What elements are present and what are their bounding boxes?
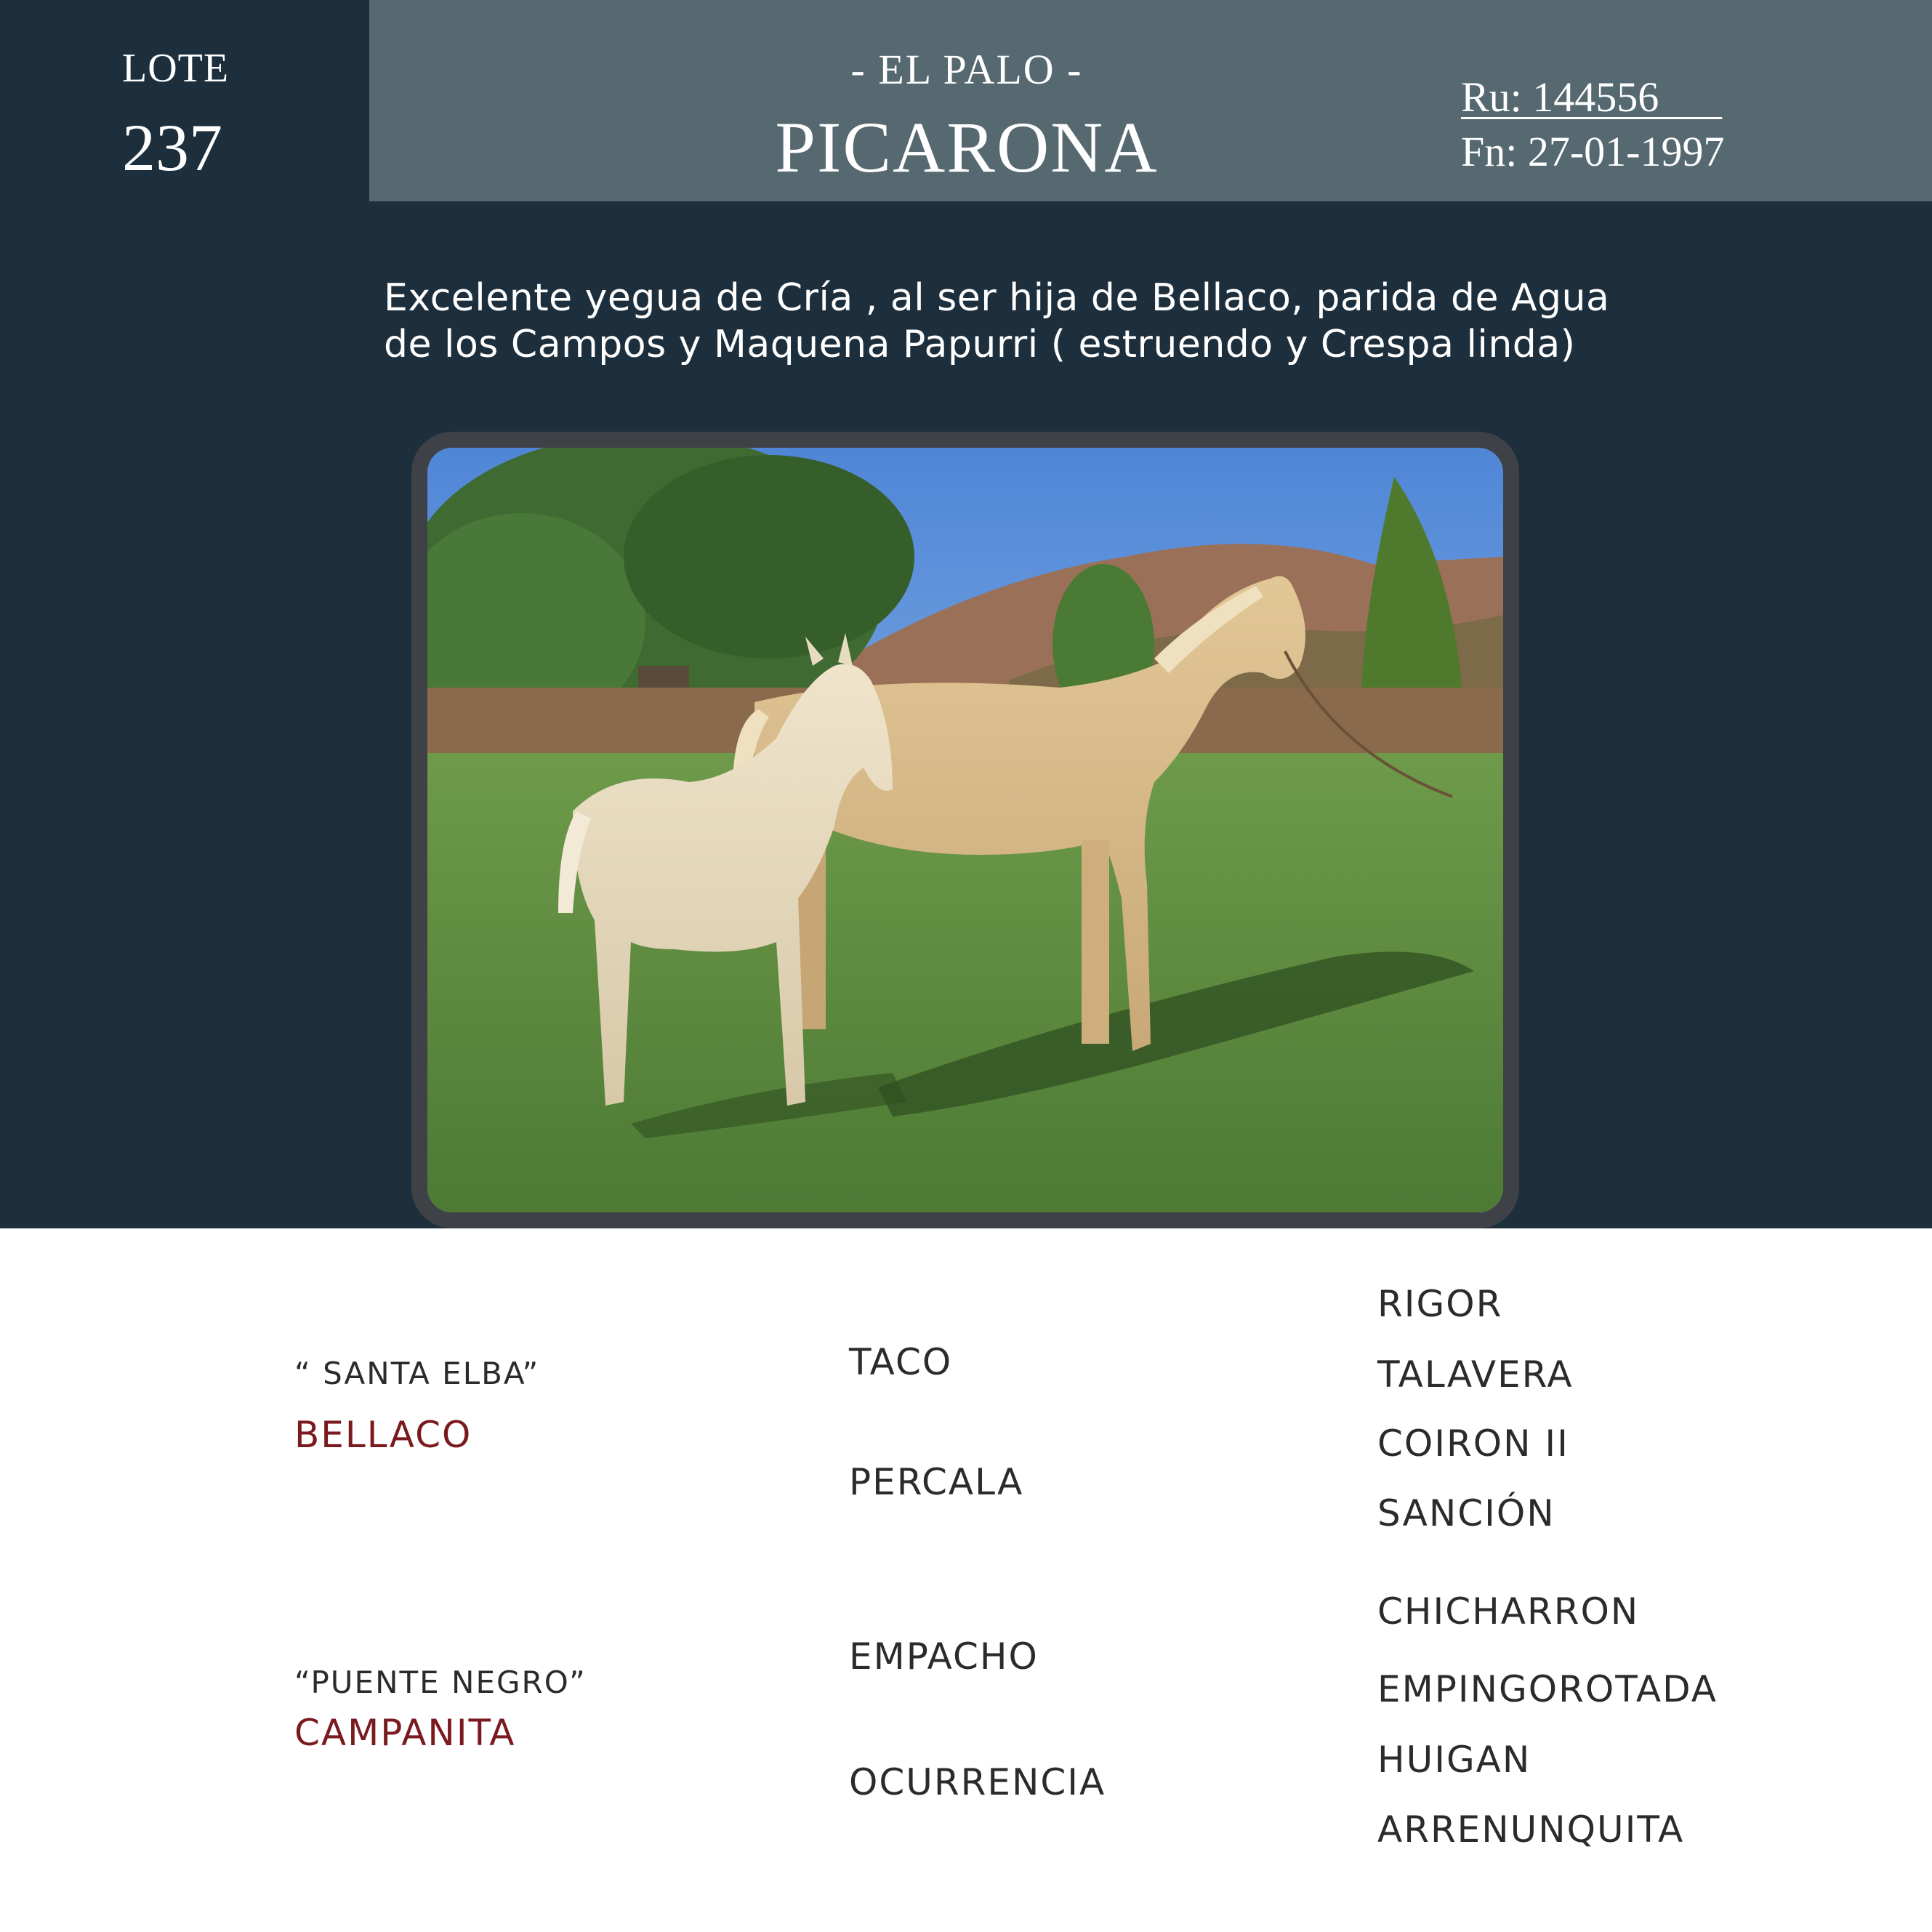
grandparent-dam-sire: EMPACHO [849,1635,1039,1678]
great-grandparent-5: CHICHARRON [1377,1590,1640,1633]
photo-frame [411,432,1519,1228]
great-grandparent-8: ARRENUNQUITA [1377,1808,1685,1851]
lote-label: LOTE [122,46,230,91]
grandparent-dam-dam: OCURRENCIA [849,1761,1106,1803]
birth-date: Fn: 27-01-1997 [1461,128,1725,175]
dam-name: CAMPANITA [294,1712,516,1754]
registration-number: Ru: 144556 [1461,73,1723,121]
farm-name: - EL PALO - [850,46,1083,93]
dam-breeder: “PUENTE NEGRO” [294,1665,587,1700]
great-grandparent-4: SANCIÓN [1377,1492,1555,1534]
great-grandparent-2: TALAVERA [1377,1353,1574,1396]
sire-name: BELLACO [294,1414,472,1456]
grandparent-sire-dam: PERCALA [849,1461,1024,1503]
grandparent-sire-sire: TACO [849,1341,953,1383]
horse-name: PICARONA [775,107,1159,188]
description [384,275,1634,368]
horse-photo-illustration [427,448,1503,1212]
lote-number: 237 [122,110,222,185]
great-grandparent-1: RIGOR [1377,1283,1503,1325]
great-grandparent-3: COIRON II [1377,1422,1569,1465]
horse-photo [427,448,1503,1212]
description-line-2: de los Campos y Maquena Papurri ( estruendo y Crespa linda) [384,323,1576,366]
sire-breeder: “ SANTA ELBA” [294,1356,540,1391]
great-grandparent-7: HUIGAN [1377,1739,1531,1781]
description-line-1: Excelente yegua de Cría , al ser hija de Bellaco, parida de Agua [384,276,1610,320]
great-grandparent-6: EMPINGOROTADA [1377,1668,1718,1710]
